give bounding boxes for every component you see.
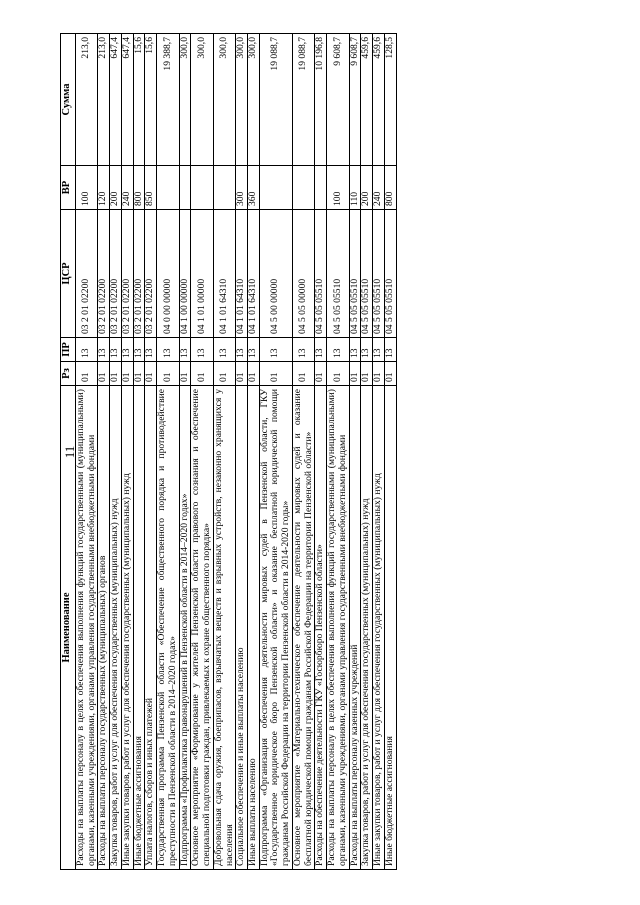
cell-name: Добровольная сдача оружия, боеприпасов, взрывчатых веществ и взрывных устройств, незаконно хранящихся у населения [213, 386, 235, 870]
cell-csr: 04 5 05 05510 [361, 210, 373, 338]
cell-sum: 15,6 [145, 34, 157, 166]
table-row [361, 34, 373, 870]
cell-vr: 200 [110, 166, 122, 210]
cell-name: Уплата налогов, сборов и иных платежей [145, 386, 157, 870]
cell-vr [315, 166, 327, 210]
cell-csr: 04 0 00 00000 [157, 210, 179, 338]
cell-name: Иные бюджетные ассигнования [384, 386, 396, 870]
cell-name: Закупка товаров, работ и услуг для обеспечения государственных (муниципальных) нужд [361, 386, 373, 870]
cell-name: Расходы на обеспечение деятельности ГКУ «Госюрбюро Пензенской области» [315, 386, 327, 870]
cell-sum: 15,6 [133, 34, 145, 166]
table-row [292, 34, 314, 870]
cell-rz: 01 [213, 362, 235, 386]
table-row [157, 34, 179, 870]
cell-name: Государственная программа Пензенской области «Обеспечение общественного порядка и противодействие преступности в Пензенской области в 2014–2020 годах» [157, 386, 179, 870]
table-row [121, 34, 133, 870]
cell-sum: 300,0 [213, 34, 235, 166]
cell-vr [213, 166, 235, 210]
table-row [236, 34, 248, 870]
cell-sum: 213,0 [76, 34, 98, 166]
cell-vr: 850 [145, 166, 157, 210]
cell-name: Расходы на выплаты персоналу в целях обеспечения выполнения функций государственными (муниципальными) органами, казенными учреждениями, органами управления государственными внебюджетными фондами [76, 386, 98, 870]
table-row [133, 34, 145, 870]
cell-name: Иные закупки товаров, работ и услуг для обеспечения государственных (муниципальных) нужд [121, 386, 133, 870]
cell-pr: 13 [373, 338, 385, 362]
cell-csr: 03 2 01 02200 [133, 210, 145, 338]
cell-csr: 04 5 05 05510 [349, 210, 361, 338]
cell-pr: 13 [121, 338, 133, 362]
cell-pr: 13 [145, 338, 157, 362]
cell-name: Подпрограмма «Организация обеспечения деятельности мировых судей в Пензенской области, ГКУ «Государственное юридическое бюро Пензенской области» и оказание бесплатной юридической помощи гражданам Российской Федерации на территории Пензенской области в 2014-2020 годы» [259, 386, 292, 870]
header-sum: Сумма [61, 34, 76, 166]
cell-pr: 13 [157, 338, 179, 362]
cell-name: Иные выплаты населению [248, 386, 260, 870]
cell-pr: 13 [315, 338, 327, 362]
cell-rz: 01 [179, 362, 191, 386]
cell-sum: 19 088,7 [259, 34, 292, 166]
cell-name: Основное мероприятие «Формирование у жителей Пензенской области правового сознания и обеспечение специальной подготовки граждан, привлекаемых к охране общественного порядка» [191, 386, 213, 870]
cell-csr: 03 2 01 02200 [110, 210, 122, 338]
cell-vr [179, 166, 191, 210]
cell-pr: 13 [76, 338, 98, 362]
cell-rz: 01 [236, 362, 248, 386]
cell-vr [157, 166, 179, 210]
cell-rz: 01 [384, 362, 396, 386]
cell-sum: 647,4 [121, 34, 133, 166]
cell-sum: 459,6 [373, 34, 385, 166]
cell-csr: 04 5 00 00000 [259, 210, 292, 338]
cell-sum: 10 196,8 [315, 34, 327, 166]
cell-rz: 01 [121, 362, 133, 386]
cell-pr: 13 [179, 338, 191, 362]
cell-sum: 300,0 [179, 34, 191, 166]
cell-sum: 9 608,7 [349, 34, 361, 166]
rotated-page [60, 34, 580, 870]
cell-csr: 04 5 05 05510 [373, 210, 385, 338]
cell-rz: 01 [76, 362, 98, 386]
table-row [373, 34, 385, 870]
cell-csr: 04 1 01 64310 [248, 210, 260, 338]
table-row [248, 34, 260, 870]
cell-csr: 04 1 01 64310 [213, 210, 235, 338]
header-csr: ЦСР [61, 210, 76, 338]
table-row [259, 34, 292, 870]
cell-vr: 100 [327, 166, 349, 210]
cell-sum: 300,0 [191, 34, 213, 166]
cell-csr: 04 1 01 64310 [236, 210, 248, 338]
table-row [98, 34, 110, 870]
cell-pr: 13 [361, 338, 373, 362]
cell-pr: 13 [98, 338, 110, 362]
budget-table [60, 33, 397, 870]
header-rz: Рз [61, 362, 76, 386]
cell-csr: 04 5 05 05510 [315, 210, 327, 338]
cell-pr: 13 [133, 338, 145, 362]
cell-sum: 300,0 [248, 34, 260, 166]
table-header-row [61, 34, 76, 870]
cell-sum: 459,6 [361, 34, 373, 166]
cell-csr: 03 2 01 02200 [121, 210, 133, 338]
header-pr: ПР [61, 338, 76, 362]
cell-vr [292, 166, 314, 210]
cell-rz: 01 [145, 362, 157, 386]
cell-csr: 04 1 00 00000 [179, 210, 191, 338]
cell-name: Расходы на выплаты персоналу в целях обеспечения выполнения функций государственными (муниципальными) органами, казенными учреждениями, органами управления государственными внебюджетными фондами [327, 386, 349, 870]
table-row [179, 34, 191, 870]
cell-name: Иные закупки товаров, работ и услуг для обеспечения государственных (муниципальных) нужд [373, 386, 385, 870]
cell-vr: 100 [76, 166, 98, 210]
cell-sum: 19 388,7 [157, 34, 179, 166]
table-row [191, 34, 213, 870]
cell-rz: 01 [157, 362, 179, 386]
cell-rz: 01 [361, 362, 373, 386]
cell-rz: 01 [133, 362, 145, 386]
cell-sum: 213,0 [98, 34, 110, 166]
cell-rz: 01 [191, 362, 213, 386]
cell-pr: 13 [236, 338, 248, 362]
cell-vr [191, 166, 213, 210]
cell-vr: 110 [349, 166, 361, 210]
cell-sum: 300,0 [236, 34, 248, 166]
cell-rz: 01 [259, 362, 292, 386]
cell-pr: 13 [213, 338, 235, 362]
cell-vr: 300 [236, 166, 248, 210]
cell-rz: 01 [349, 362, 361, 386]
cell-pr: 13 [292, 338, 314, 362]
header-name: Наименование [61, 386, 76, 870]
cell-name: Основное мероприятие «Материально-техническое обеспечение деятельности мировых судей и оказание бесплатной юридической помощи гражданам Российской Федерации на территории Пензенской области» [292, 386, 314, 870]
cell-vr: 200 [361, 166, 373, 210]
cell-pr: 13 [191, 338, 213, 362]
cell-csr: 03 2 01 02200 [145, 210, 157, 338]
table-row [76, 34, 98, 870]
table-row [315, 34, 327, 870]
cell-pr: 13 [110, 338, 122, 362]
cell-sum: 19 088,7 [292, 34, 314, 166]
cell-vr: 800 [133, 166, 145, 210]
cell-rz: 01 [292, 362, 314, 386]
cell-vr: 240 [121, 166, 133, 210]
table-row [327, 34, 349, 870]
cell-csr: 04 5 05 05510 [384, 210, 396, 338]
cell-name: Социальное обеспечение и иные выплаты населению [236, 386, 248, 870]
table-row [145, 34, 157, 870]
table-row [110, 34, 122, 870]
cell-csr: 04 5 05 05510 [327, 210, 349, 338]
cell-vr: 240 [373, 166, 385, 210]
cell-vr: 120 [98, 166, 110, 210]
cell-vr: 360 [248, 166, 260, 210]
table-row [349, 34, 361, 870]
cell-pr: 13 [384, 338, 396, 362]
cell-rz: 01 [110, 362, 122, 386]
cell-vr [259, 166, 292, 210]
cell-name: Закупка товаров, работ и услуг для обеспечения государственных (муниципальных) нужд [110, 386, 122, 870]
cell-name: Расходы на выплаты персоналу государственных (муниципальных) органов [98, 386, 110, 870]
cell-sum: 128,5 [384, 34, 396, 166]
cell-name: Расходы на выплаты персоналу казенных учреждений [349, 386, 361, 870]
cell-sum: 9 608,7 [327, 34, 349, 166]
cell-sum: 647,4 [110, 34, 122, 166]
cell-rz: 01 [248, 362, 260, 386]
cell-csr: 04 5 05 00000 [292, 210, 314, 338]
cell-csr: 03 2 01 02200 [76, 210, 98, 338]
table-row [384, 34, 396, 870]
table-row [213, 34, 235, 870]
cell-csr: 04 1 01 00000 [191, 210, 213, 338]
cell-pr: 13 [327, 338, 349, 362]
header-vr: ВР [61, 166, 76, 210]
page-number: 11 [62, 445, 77, 459]
cell-rz: 01 [373, 362, 385, 386]
cell-rz: 01 [315, 362, 327, 386]
cell-name: Подпрограмма «Профилактика правонарушений в Пензенской области в 2014–2020 годах» [179, 386, 191, 870]
cell-vr: 800 [384, 166, 396, 210]
cell-name: Иные бюджетные ассигнования [133, 386, 145, 870]
cell-pr: 13 [259, 338, 292, 362]
cell-rz: 01 [327, 362, 349, 386]
cell-csr: 03 2 01 02200 [98, 210, 110, 338]
cell-pr: 13 [248, 338, 260, 362]
cell-rz: 01 [98, 362, 110, 386]
cell-pr: 13 [349, 338, 361, 362]
